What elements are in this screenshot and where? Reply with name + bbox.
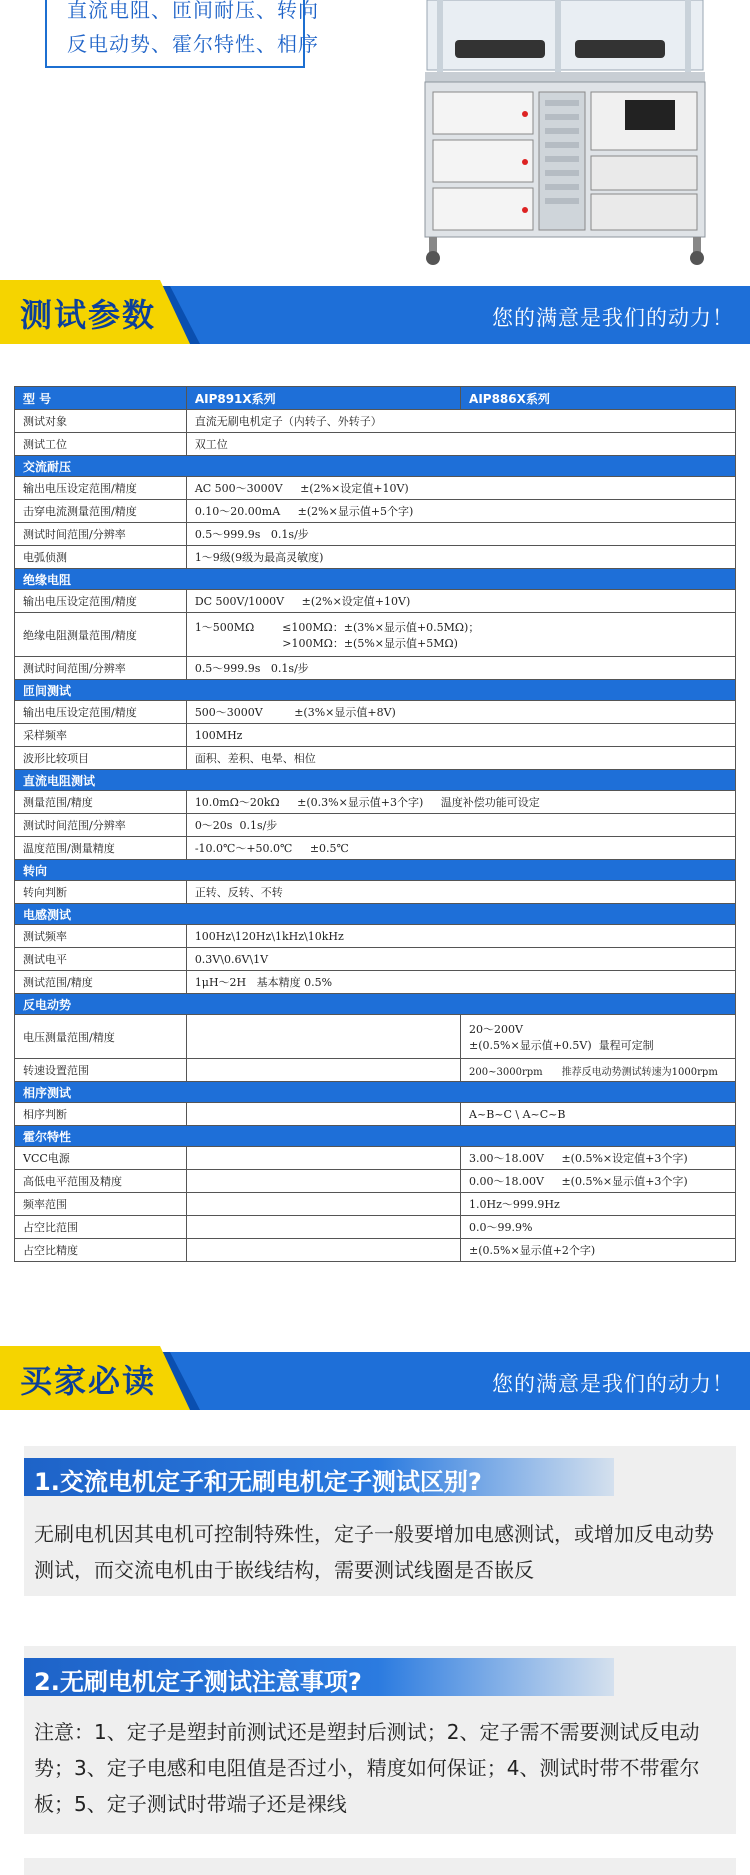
row-label: 输出电压设定范围/精度 (15, 477, 187, 500)
table-row (15, 925, 736, 948)
row-value: 0.5～999.9s 0.1s/步 (186, 523, 735, 546)
row-label: 击穿电流测量范围/精度 (15, 500, 187, 523)
table-row (15, 1059, 736, 1082)
row-value: 500～3000V ±(3%×显示值+8V) (186, 701, 735, 724)
row-value: AC 500～3000V ±(2%×设定值+10V) (186, 477, 735, 500)
faq-answer: 无刷电机因其电机可控制特殊性，定子一般要增加电感测试，或增加反电动势测试，而交流电机由于嵌线结构，需要测试线圈是否嵌反 (34, 1522, 714, 1582)
table-row (15, 500, 736, 523)
row-value-886: 3.00～18.00V ±(0.5%×设定值+3个字) (461, 1147, 736, 1170)
row-label: 测试频率 (15, 925, 187, 948)
row-label: 温度范围/测量精度 (15, 837, 187, 860)
table-section-row (15, 770, 736, 791)
row-value-886: 1.0Hz～999.9Hz (461, 1193, 736, 1216)
table-row (15, 410, 736, 433)
row-value-891 (186, 1103, 460, 1126)
row-label: 占空比精度 (15, 1239, 187, 1262)
row-value-886: A~B~C \ A~C~B (461, 1103, 736, 1126)
row-label: 测试电平 (15, 948, 187, 971)
row-label: 绝缘电阻测量范围/精度 (15, 613, 187, 657)
section-label: 相序测试 (15, 1082, 736, 1103)
row-label: 电弧侦测 (15, 546, 187, 569)
table-row (15, 1170, 736, 1193)
row-label: 输出电压设定范围/精度 (15, 701, 187, 724)
table-row (15, 433, 736, 456)
row-value: 0.5～999.9s 0.1s/步 (186, 657, 735, 680)
row-value-886: 200~3000rpm 推荐反电动势测试转速为1000rpm (461, 1059, 736, 1082)
table-row (15, 701, 736, 724)
faq-question-bar (24, 1458, 614, 1496)
faq-question: 1.交流电机定子和无刷电机定子测试区别? (34, 1468, 482, 1496)
row-label: 转向判断 (15, 881, 187, 904)
table-row (15, 814, 736, 837)
section-label: 匝间测试 (15, 680, 736, 701)
section-slogan: 您的满意是我们的动力！ (492, 306, 734, 330)
row-value-891 (186, 1015, 460, 1059)
table-row (15, 1239, 736, 1262)
row-value-891 (186, 1216, 460, 1239)
row-label: VCC电源 (15, 1147, 187, 1170)
table-section-row (15, 860, 736, 881)
table-row (15, 546, 736, 569)
row-value: 正转、反转、不转 (186, 881, 735, 904)
section-slogan: 您的满意是我们的动力！ (492, 1372, 734, 1396)
feature-text-box (45, 0, 319, 68)
row-label: 测试工位 (15, 433, 187, 456)
row-value-891 (186, 1193, 460, 1216)
row-label: 占空比范围 (15, 1216, 187, 1239)
row-value: 双工位 (186, 433, 735, 456)
table-row (15, 657, 736, 680)
table-header-row (15, 387, 736, 410)
row-value: 100MHz (186, 724, 735, 747)
row-label: 测试范围/精度 (15, 971, 187, 994)
table-row (15, 1216, 736, 1239)
row-value: 0～20s 0.1s/步 (186, 814, 735, 837)
section-label: 直流电阻测试 (15, 770, 736, 791)
header-cell: 型 号 (15, 387, 187, 410)
table-section-row (15, 904, 736, 925)
table-row (15, 747, 736, 770)
table-row (15, 1103, 736, 1126)
table-row (15, 613, 736, 657)
table-row (15, 477, 736, 500)
spec-table (14, 386, 736, 1262)
section-label: 交流耐压 (15, 456, 736, 477)
section-label: 霍尔特性 (15, 1126, 736, 1147)
section-title: 买家必读 (20, 1362, 157, 1400)
row-value: 1～500MΩ ≤100MΩ：±(3%×显示值+0.5MΩ)； >100MΩ：±(5%×显示值+5MΩ) (186, 613, 735, 657)
table-row (15, 971, 736, 994)
header-cell: AIP891X系列 (186, 387, 460, 410)
row-value: 0.10～20.00mA ±(2%×显示值+5个字) (186, 500, 735, 523)
row-value-886: 0.00～18.00V ±(0.5%×显示值+3个字) (461, 1170, 736, 1193)
table-row (15, 590, 736, 613)
table-section-row (15, 1082, 736, 1103)
row-label: 测试时间范围/分辨率 (15, 814, 187, 837)
next-card-edge (24, 1858, 736, 1875)
faq-card (24, 1646, 736, 1834)
row-value: 面积、差积、电晕、相位 (186, 747, 735, 770)
row-value-891 (186, 1239, 460, 1262)
table-row (15, 1193, 736, 1216)
table-section-row (15, 680, 736, 701)
row-label: 测试时间范围/分辨率 (15, 657, 187, 680)
row-label: 波形比较项目 (15, 747, 187, 770)
table-row (15, 881, 736, 904)
table-section-row (15, 1126, 736, 1147)
header-cell: AIP886X系列 (461, 387, 736, 410)
row-value-891 (186, 1170, 460, 1193)
table-section-row (15, 569, 736, 590)
row-value: 1μH～2H 基本精度 0.5% (186, 971, 735, 994)
faq-answer: 注意：1、定子是塑封前测试还是塑封后测试；2、定子需不需要测试反电动势；3、定子电感和电阻值是否过小，精度如何保证；4、测试时带不带霍尔板；5、定子测试时带端子还是裸线 (34, 1720, 700, 1816)
table-section-row (15, 994, 736, 1015)
row-value: 1～9级(9级为最高灵敏度) (186, 546, 735, 569)
table-row (15, 1147, 736, 1170)
row-label: 测量范围/精度 (15, 791, 187, 814)
row-label: 测试时间范围/分辨率 (15, 523, 187, 546)
row-label: 高低电平范围及精度 (15, 1170, 187, 1193)
row-label: 转速设置范围 (15, 1059, 187, 1082)
faq-card (24, 1446, 736, 1596)
row-value: 0.3V\0.6V\1V (186, 948, 735, 971)
row-value: DC 500V/1000V ±(2%×设定值+10V) (186, 590, 735, 613)
section-label: 转向 (15, 860, 736, 881)
section-label: 反电动势 (15, 994, 736, 1015)
table-row (15, 791, 736, 814)
section-banner-buyer-guide (0, 1346, 750, 1410)
row-label: 频率范围 (15, 1193, 187, 1216)
table-section-row (15, 456, 736, 477)
feature-line-1: 直流电阻、匝间耐压、转向 (67, 0, 319, 22)
row-label: 测试对象 (15, 410, 187, 433)
feature-line-2: 反电动势、霍尔特性、相序 (67, 32, 319, 56)
table-row (15, 523, 736, 546)
row-value-886: 0.0～99.9% (461, 1216, 736, 1239)
row-label: 输出电压设定范围/精度 (15, 590, 187, 613)
row-label: 采样频率 (15, 724, 187, 747)
row-value-891 (186, 1147, 460, 1170)
row-value: -10.0℃～+50.0℃ ±0.5℃ (186, 837, 735, 860)
hero-section (0, 0, 750, 275)
table-row (15, 724, 736, 747)
row-value-886: ±(0.5%×显示值+2个字) (461, 1239, 736, 1262)
section-banner-test-params (0, 280, 750, 344)
faq-question-bar (24, 1658, 614, 1696)
table-row (15, 837, 736, 860)
row-value: 10.0mΩ～20kΩ ±(0.3%×显示值+3个字) 温度补偿功能可设定 (186, 791, 735, 814)
row-value: 直流无刷电机定子（内转子、外转子） (186, 410, 735, 433)
row-label: 相序判断 (15, 1103, 187, 1126)
row-value-886: 20～200V ±(0.5%×显示值+0.5V) 量程可定制 (461, 1015, 736, 1059)
faq-question: 2.无刷电机定子测试注意事项? (34, 1668, 362, 1696)
row-value: 100Hz\120Hz\1kHz\10kHz (186, 925, 735, 948)
tester-machine-image (415, 0, 715, 270)
table-row (15, 1015, 736, 1059)
section-label: 绝缘电阻 (15, 569, 736, 590)
row-value-891 (186, 1059, 460, 1082)
table-row (15, 948, 736, 971)
row-label: 电压测量范围/精度 (15, 1015, 187, 1059)
section-title: 测试参数 (20, 296, 157, 334)
section-label: 电感测试 (15, 904, 736, 925)
